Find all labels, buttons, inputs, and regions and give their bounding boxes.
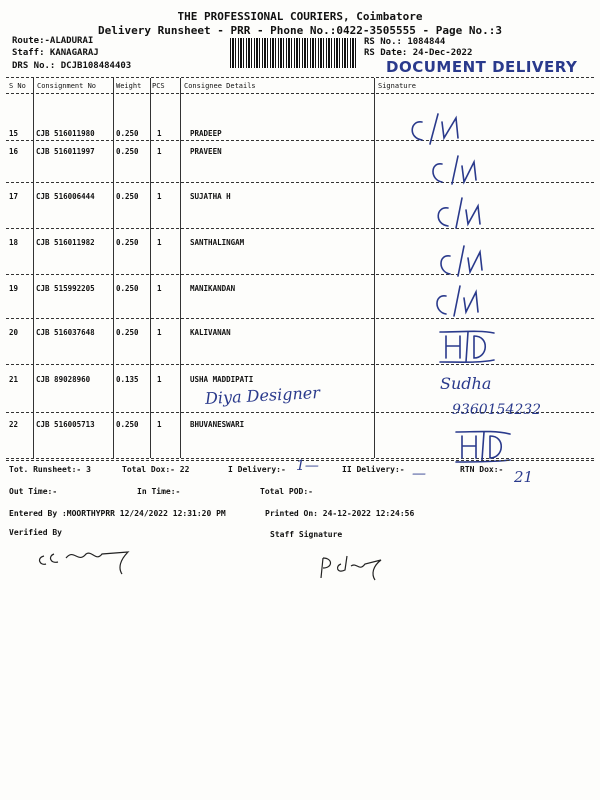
company-title: THE PROFESSIONAL COURIERS, Coimbatore (177, 10, 423, 23)
handwritten-note: Diya Designer (204, 383, 321, 408)
rtn-dox-hand: 21 (514, 468, 534, 486)
row-consignee: MANIKANDAN (190, 284, 236, 293)
row-sno: 20 (9, 328, 19, 337)
row-pcs: 1 (157, 192, 162, 201)
row-consignment: CJB 516011980 (36, 129, 95, 138)
row-pcs: 1 (157, 284, 162, 293)
column-header-divider (6, 93, 594, 94)
i-delivery-hand: 1— (296, 458, 319, 474)
row-consignee: PRADEEP (190, 129, 222, 138)
row-consignee: SANTHALINGAM (190, 238, 245, 247)
rtn-dox: RTN Dox:- (460, 465, 504, 474)
col-consignee: Consignee Details (184, 82, 256, 90)
ii-delivery: II Delivery:- (342, 465, 405, 474)
handwritten-signature-name: Sudha (440, 374, 492, 393)
verified-signature (30, 540, 150, 580)
total-pod: Total POD:- (260, 487, 313, 496)
row-consignee: BHUVANESWARI (190, 420, 245, 429)
row-pcs: 1 (157, 238, 162, 247)
i-delivery: I Delivery:- (228, 465, 286, 474)
runsheet-subtitle: Delivery Runsheet - PRR - Phone No.:0422-3505555 - Page No.:3 (98, 24, 502, 37)
staff-signature-label: Staff Signature (270, 530, 343, 539)
row-weight: 0.250 (116, 238, 139, 247)
row-consignee: USHA MADDIPATI (190, 375, 254, 384)
row-weight: 0.250 (116, 328, 139, 337)
total-dox: Total Dox:- 22 (122, 465, 190, 474)
staff-signature (315, 548, 395, 584)
row-consignment: CJB 89028960 (36, 375, 91, 384)
row-weight: 0.135 (116, 375, 139, 384)
grid-vline (180, 78, 181, 458)
grid-vline (113, 78, 114, 458)
row-sno: 19 (9, 284, 19, 293)
in-time: In Time:- (137, 487, 181, 496)
entered-by: Entered By :MOORTHYPRR 12/24/2022 12:31:20 PM (9, 509, 226, 518)
row-sno: 18 (9, 238, 19, 247)
row-weight: 0.250 (116, 129, 139, 138)
row-pcs: 1 (157, 147, 162, 156)
row-sno: 21 (9, 375, 19, 384)
tot-runsheet: Tot. Runsheet:- 3 (9, 465, 91, 474)
row-pcs: 1 (157, 328, 162, 337)
verified-by-label: Verified By (9, 528, 62, 537)
row-consignment: CJB 516037648 (36, 328, 95, 337)
row-sno: 17 (9, 192, 19, 201)
row-consignment: CJB 516011997 (36, 147, 95, 156)
row-weight: 0.250 (116, 284, 139, 293)
row-weight: 0.250 (116, 192, 139, 201)
header-divider (6, 77, 594, 78)
row-consignment: CJB 515992205 (36, 284, 95, 293)
out-time: Out Time:- (9, 487, 58, 496)
staff-label: Staff: KANAGARAJ (12, 48, 99, 58)
col-weight: Weight (116, 82, 142, 90)
col-consignment: Consignment No (37, 82, 97, 90)
row-consignment: CJB 516011982 (36, 238, 95, 247)
col-pcs: PCS (152, 82, 165, 90)
printed-on: Printed On: 24-12-2022 12:24:56 (265, 509, 415, 518)
row-sno: 15 (9, 129, 19, 138)
row-sno: 16 (9, 147, 19, 156)
rs-date: RS Date: 24-Dec-2022 (364, 48, 473, 58)
row-consignee: KALIVANAN (190, 328, 231, 337)
row-consignee: PRAVEEN (190, 147, 222, 156)
row-pcs: 1 (157, 375, 162, 384)
col-sno: S No (9, 82, 26, 90)
row-consignment: CJB 516005713 (36, 420, 95, 429)
row-weight: 0.250 (116, 420, 139, 429)
row-consignee: SUJATHA H (190, 192, 231, 201)
route-label: Route:-ALADURAI (12, 36, 94, 46)
row-consignment: CJB 516006444 (36, 192, 95, 201)
barcode-image (230, 38, 358, 68)
row-weight: 0.250 (116, 147, 139, 156)
rs-number: RS No.: 1084844 (364, 37, 446, 47)
col-signature: Signature (378, 82, 416, 90)
drs-number: DRS No.: DCJB108484403 (12, 61, 132, 71)
row-sno: 22 (9, 420, 19, 429)
grid-vline (150, 78, 151, 458)
handwritten-phone: 9360154232 (452, 402, 542, 418)
grid-vline (33, 78, 34, 458)
row-pcs: 1 (157, 420, 162, 429)
document-delivery-stamp: DOCUMENT DELIVERY (386, 58, 578, 76)
ii-delivery-hand: — (412, 466, 426, 482)
row-pcs: 1 (157, 129, 162, 138)
